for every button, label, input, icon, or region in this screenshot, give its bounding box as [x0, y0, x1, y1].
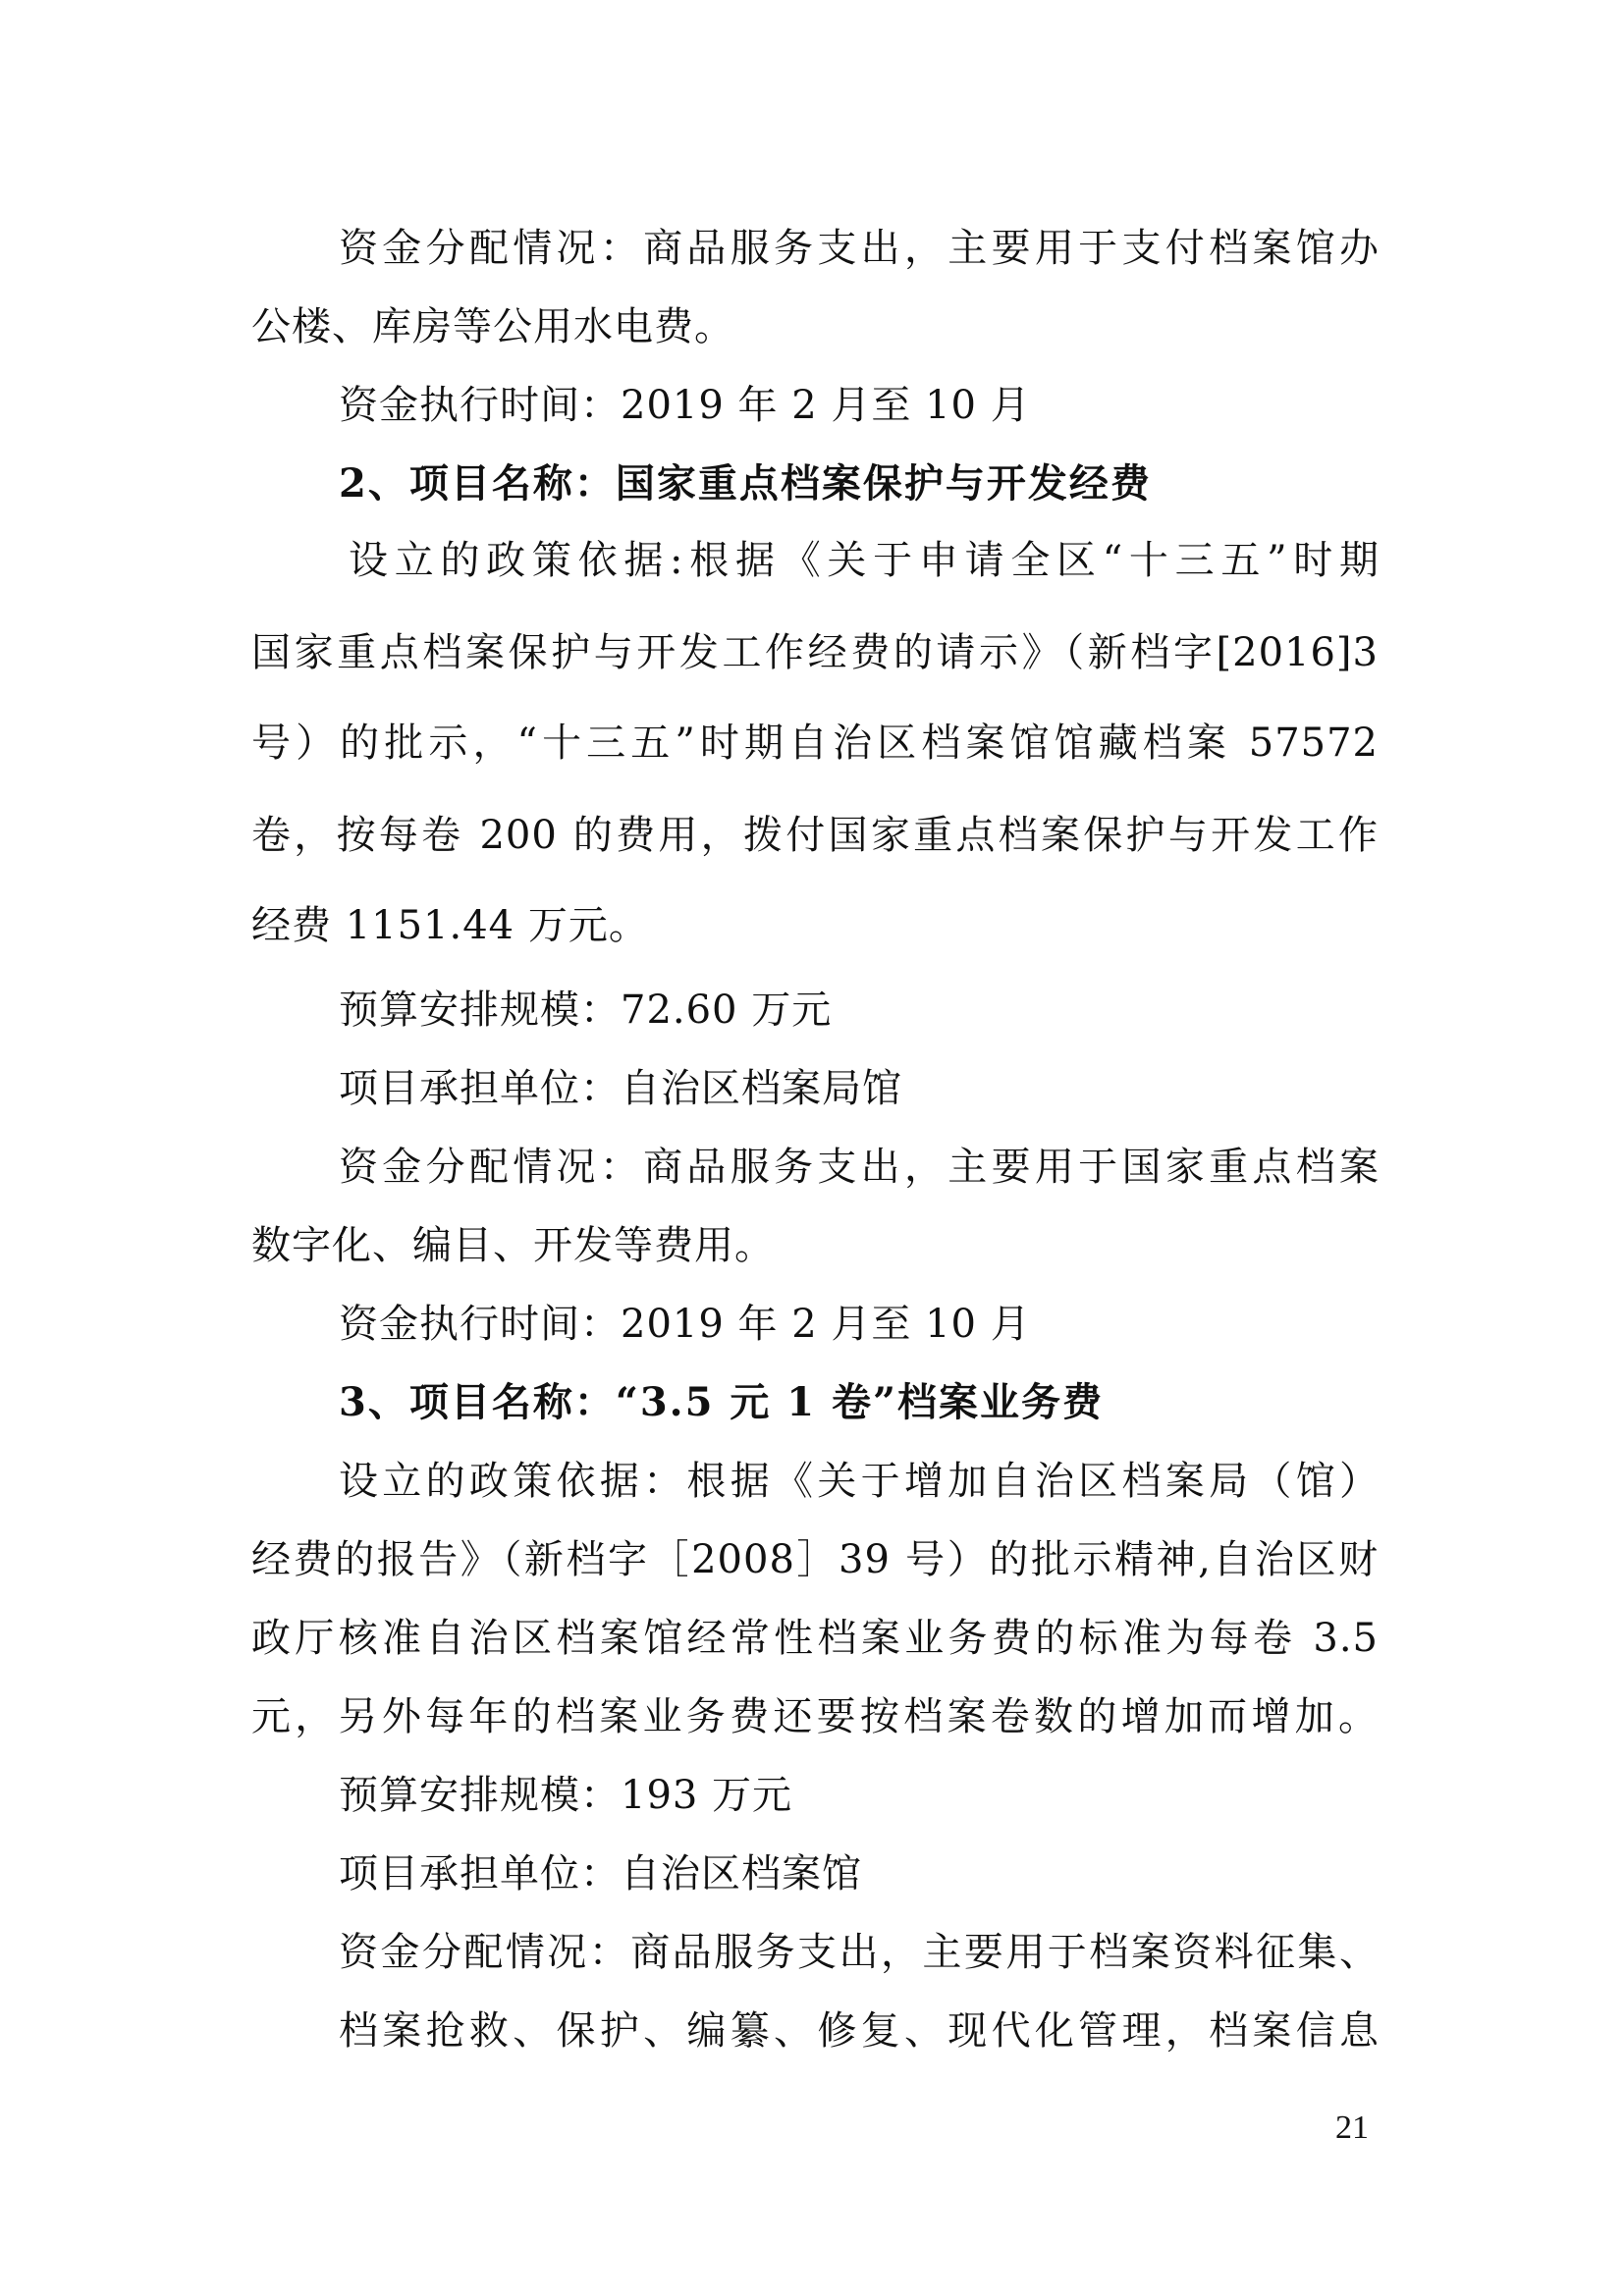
text-line: 数字化、编目、开发等费用。	[251, 1223, 775, 1268]
text-line: 资金执行时间：2019 年 2 月至 10 月	[339, 383, 1031, 428]
section-heading: 3、项目名称：“3.5 元 1 卷”档案业务费	[339, 1379, 1105, 1425]
text-line: 号）的批示，“十三五”时期自治区档案馆馆藏档案 57572	[251, 721, 1379, 766]
text-line: 资金执行时间：2019 年 2 月至 10 月	[339, 1302, 1031, 1347]
text-line: 预算安排规模：193 万元	[339, 1773, 793, 1818]
text-line: 项目承担单位：自治区档案局馆	[339, 1066, 902, 1111]
text-line: 预算安排规模：72.60 万元	[339, 988, 833, 1033]
text-line: 国家重点档案保护与开发工作经费的请示》（新档字[2016]3	[251, 630, 1379, 675]
text-line: 政厅核准自治区档案馆经常性档案业务费的标准为每卷 3.5	[251, 1616, 1379, 1661]
text-line: 经费的报告》（新档字［2008］39 号）的批示精神,自治区财	[251, 1537, 1379, 1582]
text-line: 元，另外每年的档案业务费还要按档案卷数的增加而增加。	[251, 1694, 1379, 1739]
text-line: 项目承担单位：自治区档案馆	[339, 1851, 862, 1896]
text-line: 档案抢救、保护、编纂、修复、现代化管理，档案信息	[339, 2008, 1380, 2054]
text-line: 资金分配情况：商品服务支出，主要用于国家重点档案	[339, 1145, 1380, 1190]
text-line: 资金分配情况：商品服务支出，主要用于档案资料征集、	[339, 1930, 1380, 1975]
section-heading: 2、项目名称：国家重点档案保护与开发经费	[339, 460, 1152, 507]
text-line: 公楼、库房等公用水电费。	[251, 304, 734, 349]
text-line: 经费 1151.44 万元。	[251, 903, 649, 948]
text-line: 设立的政策依据：根据《关于增加自治区档案局（馆）	[339, 1459, 1380, 1504]
text-line: 资金分配情况：商品服务支出，主要用于支付档案馆办	[339, 226, 1380, 271]
text-line: 卷，按每卷 200 的费用，拨付国家重点档案保护与开发工作	[251, 813, 1379, 858]
text-line: 设立的政策依据:根据《关于申请全区“十三五”时期	[349, 538, 1380, 583]
page-number: 21	[1335, 2109, 1369, 2146]
